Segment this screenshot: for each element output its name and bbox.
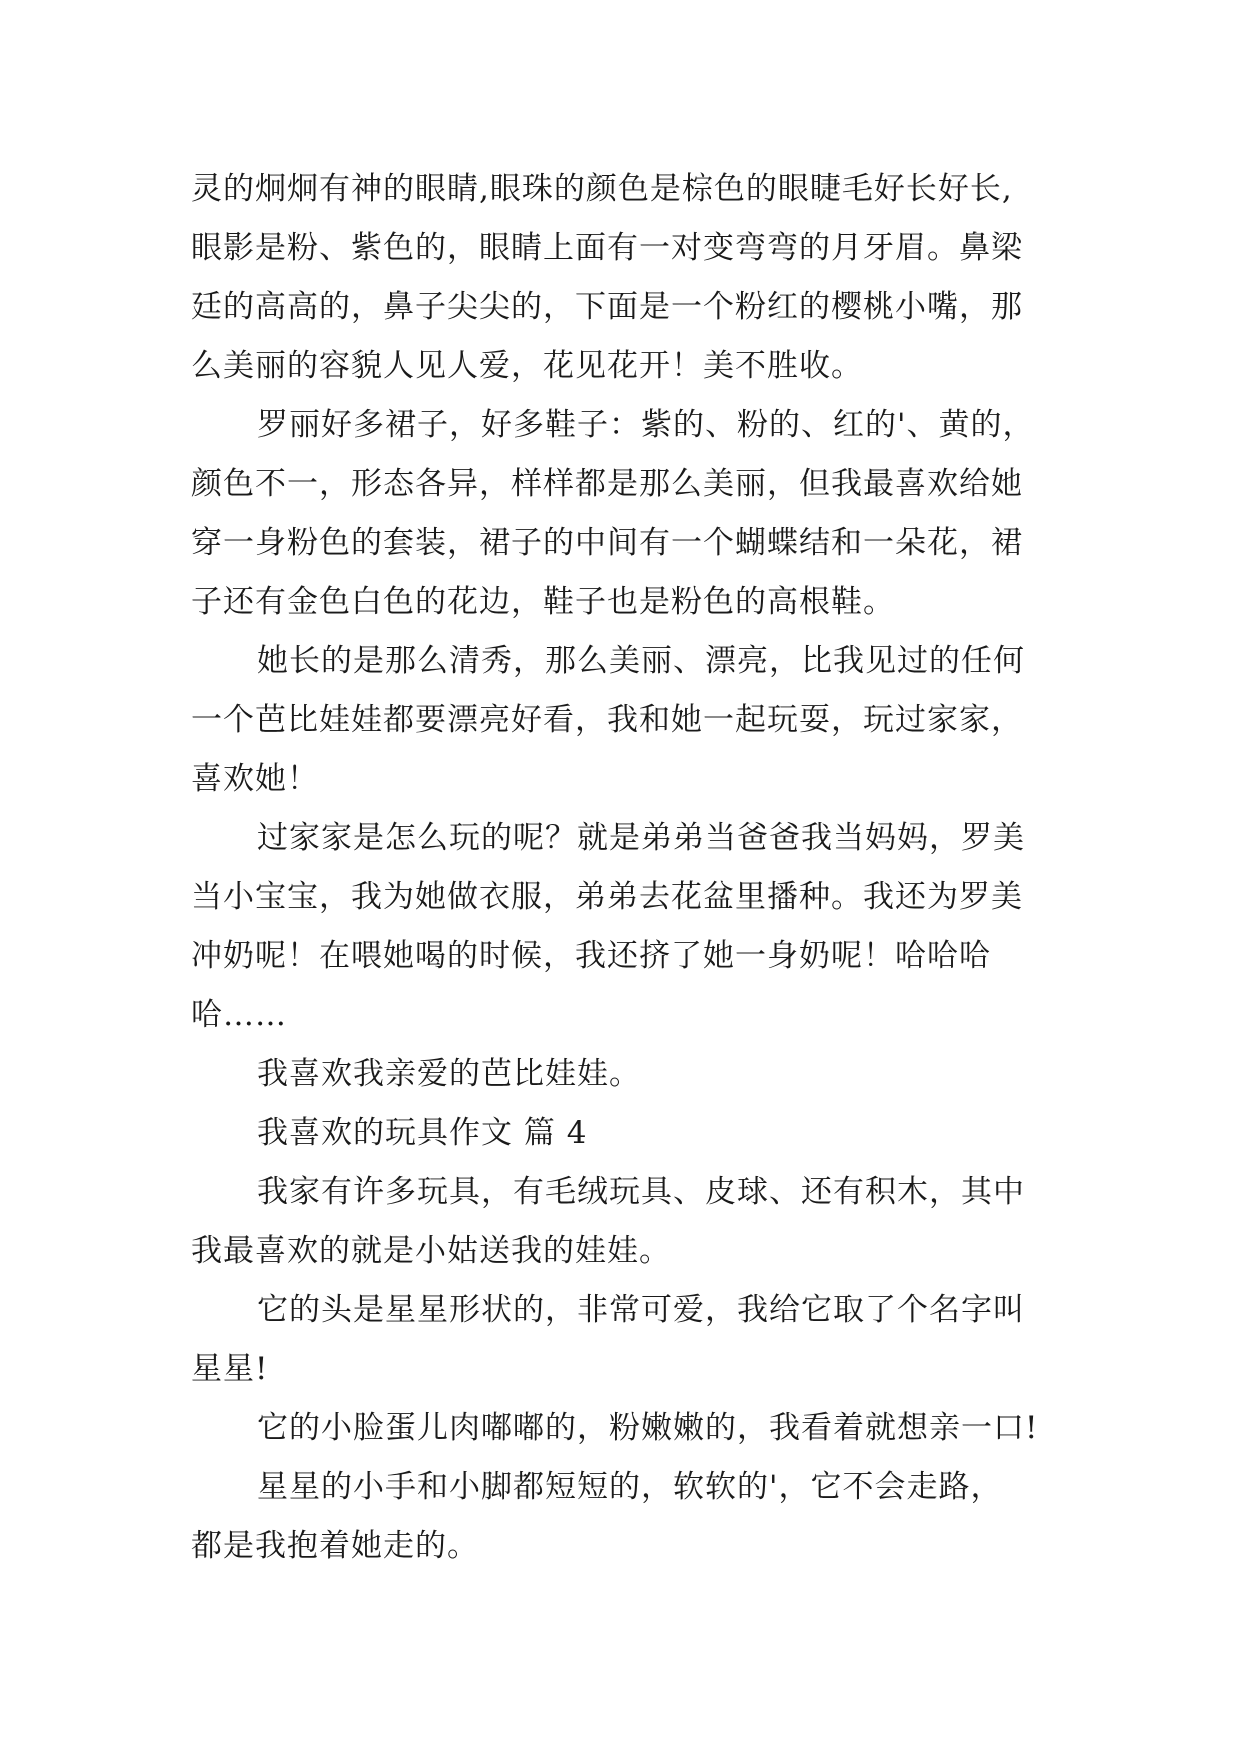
text-line: 星星! [191, 1351, 269, 1387]
text-line: 一个芭比娃娃都要漂亮好看，我和她一起玩耍，玩过家家， [191, 702, 1023, 738]
text-line: 颜色不一，形态各异，样样都是那么美丽，但我最喜欢给她 [191, 466, 1023, 502]
text-line: 我最喜欢的就是小姑送我的娃娃。 [191, 1233, 671, 1269]
text-line: 眼影是粉、紫色的，眼睛上面有一对变弯弯的月牙眉。鼻梁 [191, 230, 1023, 266]
text-line: 子还有金色白色的花边，鞋子也是粉色的高根鞋。 [191, 584, 895, 620]
text-line: 我家有许多玩具，有毛绒玩具、皮球、还有积木，其中 [257, 1174, 1025, 1210]
text-line: 冲奶呢！在喂她喝的时候，我还挤了她一身奶呢！哈哈哈 [191, 938, 991, 974]
text-line: 么美丽的容貌人见人爱，花见花开！美不胜收。 [191, 348, 863, 384]
text-line: 它的小脸蛋儿肉嘟嘟的，粉嫩嫩的，我看着就想亲一口! [257, 1410, 1039, 1446]
text-line: 喜欢她！ [191, 761, 319, 797]
text-line: 过家家是怎么玩的呢？就是弟弟当爸爸我当妈妈，罗美 [257, 820, 1025, 856]
text-line: 罗丽好多裙子，好多鞋子：紫的、粉的、红的'、黄的， [257, 407, 1035, 443]
text-line: 星星的小手和小脚都短短的，软软的'，它不会走路， [257, 1469, 1003, 1505]
text-line: 都是我抱着她走的。 [191, 1528, 479, 1564]
document-body [191, 160, 1091, 1576]
text-line: 她长的是那么清秀，那么美丽、漂亮，比我见过的任何 [257, 643, 1025, 679]
text-line: 哈…… [191, 997, 287, 1033]
text-line: 我喜欢我亲爱的芭比娃娃。 [257, 1056, 641, 1092]
text-line: 穿一身粉色的套装，裙子的中间有一个蝴蝶结和一朵花，裙 [191, 525, 1023, 561]
section-heading: 我喜欢的玩具作文 篇 4 [257, 1115, 588, 1151]
text-line: 灵的炯炯有神的眼睛,眼珠的颜色是棕色的眼睫毛好长好长, [191, 171, 1013, 207]
text-line: 它的头是星星形状的，非常可爱，我给它取了个名字叫 [257, 1292, 1025, 1328]
text-line: 当小宝宝，我为她做衣服，弟弟去花盆里播种。我还为罗美 [191, 879, 1023, 915]
text-line: 廷的高高的，鼻子尖尖的，下面是一个粉红的樱桃小嘴，那 [191, 289, 1023, 325]
